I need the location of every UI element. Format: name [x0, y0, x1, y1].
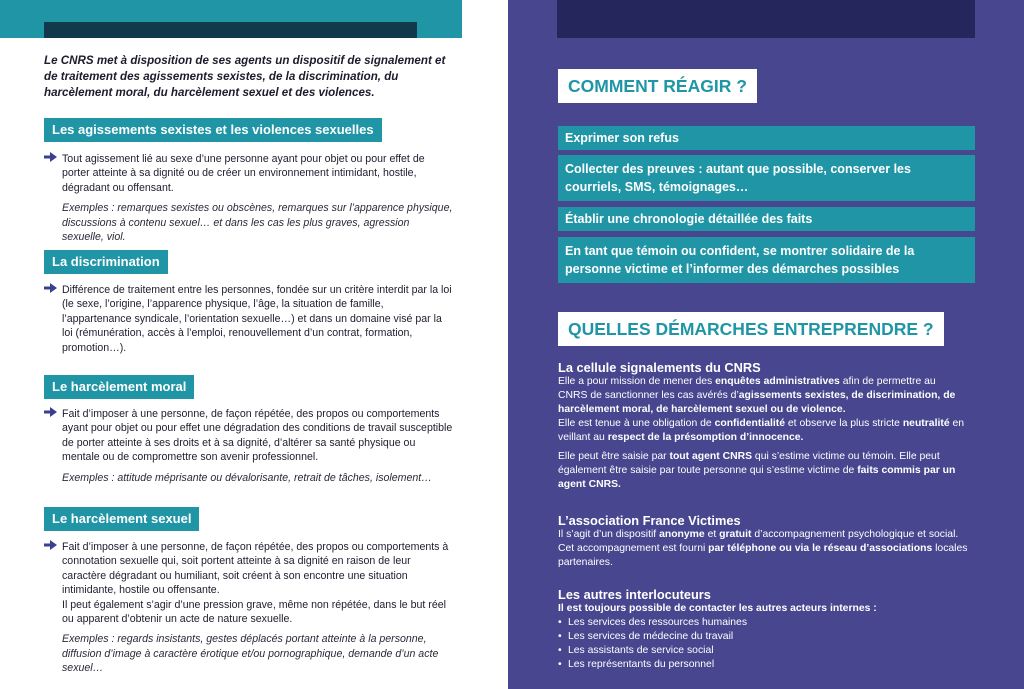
top-band	[0, 0, 462, 38]
list-item: • Les assistants de service social	[558, 644, 968, 658]
section-examples: Exemples : attitude méprisante ou dévalorisante, retrait de tâches, isolement…	[62, 471, 432, 484]
cellule-text-2: Elle peut être saisie par tout agent CNRS qui s’estime victime ou témoin. Elle peut également être saisie par toute personne qui s’estime victime de faits commis par un agent CNRS.	[558, 451, 956, 490]
react-step-3: Établir une chronologie détaillée des faits	[558, 207, 975, 231]
section-title-moral: Le harcèlement moral	[44, 375, 194, 399]
others-list	[558, 616, 968, 672]
steps-title: QUELLES DÉMARCHES ENTREPRENDRE ?	[558, 312, 944, 346]
react-title: COMMENT RÉAGIR ?	[558, 69, 757, 103]
arrow-icon	[44, 283, 57, 293]
react-step-4: En tant que témoin ou confident, se montrer solidaire de la personne victime et l’informer des démarches possibles	[558, 237, 975, 283]
section-title-sexist: Les agissements sexistes et les violences sexuelles	[44, 118, 382, 142]
others-title: Les autres interlocuteurs	[558, 587, 711, 602]
intro-text: Le CNRS met à disposition de ses agents un dispositif de signalement et de traitement des agissements sexistes, de la discrimination, du harcèlement moral, du harcèlement sexuel et des violences.	[44, 54, 446, 99]
section-body-2: Il peut également s’agir d’une pression grave, même non répétée, dans le but réel ou apparent d’obtenir un acte de nature sexuelle.	[62, 598, 446, 626]
section-body: Fait d’imposer à une personne, de façon répétée, des propos ou comportements à connotation sexuelle qui, soit portent atteinte à sa dignité en raison de leur caractère dégradant ou humiliant, soit créent à son encontre une situation intimidante, hostile ou offensante.	[62, 541, 449, 597]
react-step-1: Exprimer son refus	[558, 126, 975, 150]
association-title: L’association France Victimes	[558, 513, 741, 528]
section-body: Différence de traitement entre les personnes, fondée sur un critère interdit par la loi (le sexe, l’origine, l’apparence physique, l’âge, la situation de famille, l’appartenance syndicale, l’orientation sexuelle…) et dans un domaine visé par la loi (rémunération, accès à l’emploi, renouvellement d’un contrat, formation, promotion…).	[62, 284, 452, 354]
section-moral	[44, 407, 454, 485]
list-item: • Les représentants du personnel	[558, 658, 968, 672]
arrow-icon	[44, 152, 57, 162]
list-item: • Les services des ressources humaines	[558, 616, 968, 630]
top-band-inner	[44, 22, 417, 38]
section-examples: Exemples : regards insistants, gestes déplacés portant atteinte à la personne, diffusion d’image à caractère érotique et/ou pornographique, demande d’un acte sexuel…	[62, 633, 439, 675]
section-body: Tout agissement lié au sexe d’une personne ayant pour objet ou pour effet de porter atteinte à sa dignité ou de créer un environnement intimidant, hostile, dégradant ou offensant.	[62, 153, 425, 194]
section-title-sexual: Le harcèlement sexuel	[44, 507, 199, 531]
association-text: Il s’agit d’un dispositif anonyme et gratuit d’accompagnement psychologique et social. Cet accompagnement est fourni par téléphone ou via le réseau d’associations locales partenaires.	[558, 529, 968, 568]
section-sexual	[44, 540, 454, 676]
arrow-icon	[44, 540, 57, 550]
react-step-2: Collecter des preuves : autant que possible, conserver les courriels, SMS, témoignages…	[558, 155, 975, 201]
others-lead: Il est toujours possible de contacter les autres acteurs internes :	[558, 603, 877, 614]
cellule-text-1: Elle a pour mission de mener des enquêtes administratives afin de permettre au CNRS de sanctionner les cas avérés d’agissements sexistes, de discrimination, de harcèlement moral, de harcèlement sexuel ou de violence. Elle est tenue à une obligation de confidentialité et observe la plus stricte neutralité en veillant au respect de la présomption d’innocence.	[558, 376, 965, 443]
cellule-title: La cellule signalements du CNRS	[558, 360, 761, 375]
section-body: Fait d’imposer à une personne, de façon répétée, des propos ou comportements ayant pour objet ou pour effet une dégradation des conditions de travail susceptible de porter atteinte à ses droits et à sa dignité, d’altérer sa santé physique ou mentale ou de compromettre son avenir professionnel.	[62, 408, 453, 464]
section-examples: Exemples : remarques sexistes ou obscènes, remarques sur l’apparence physique, discussions à contenu sexuel… et dans les cas les plus graves, agression sexuelle, viol.	[62, 202, 453, 244]
top-band-dark	[557, 0, 975, 38]
section-discrimination	[44, 283, 454, 355]
left-panel	[0, 0, 508, 689]
list-item: • Les services de médecine du travail	[558, 630, 968, 644]
section-title-discrimination: La discrimination	[44, 250, 168, 274]
section-sexist	[44, 152, 454, 244]
arrow-icon	[44, 407, 57, 417]
